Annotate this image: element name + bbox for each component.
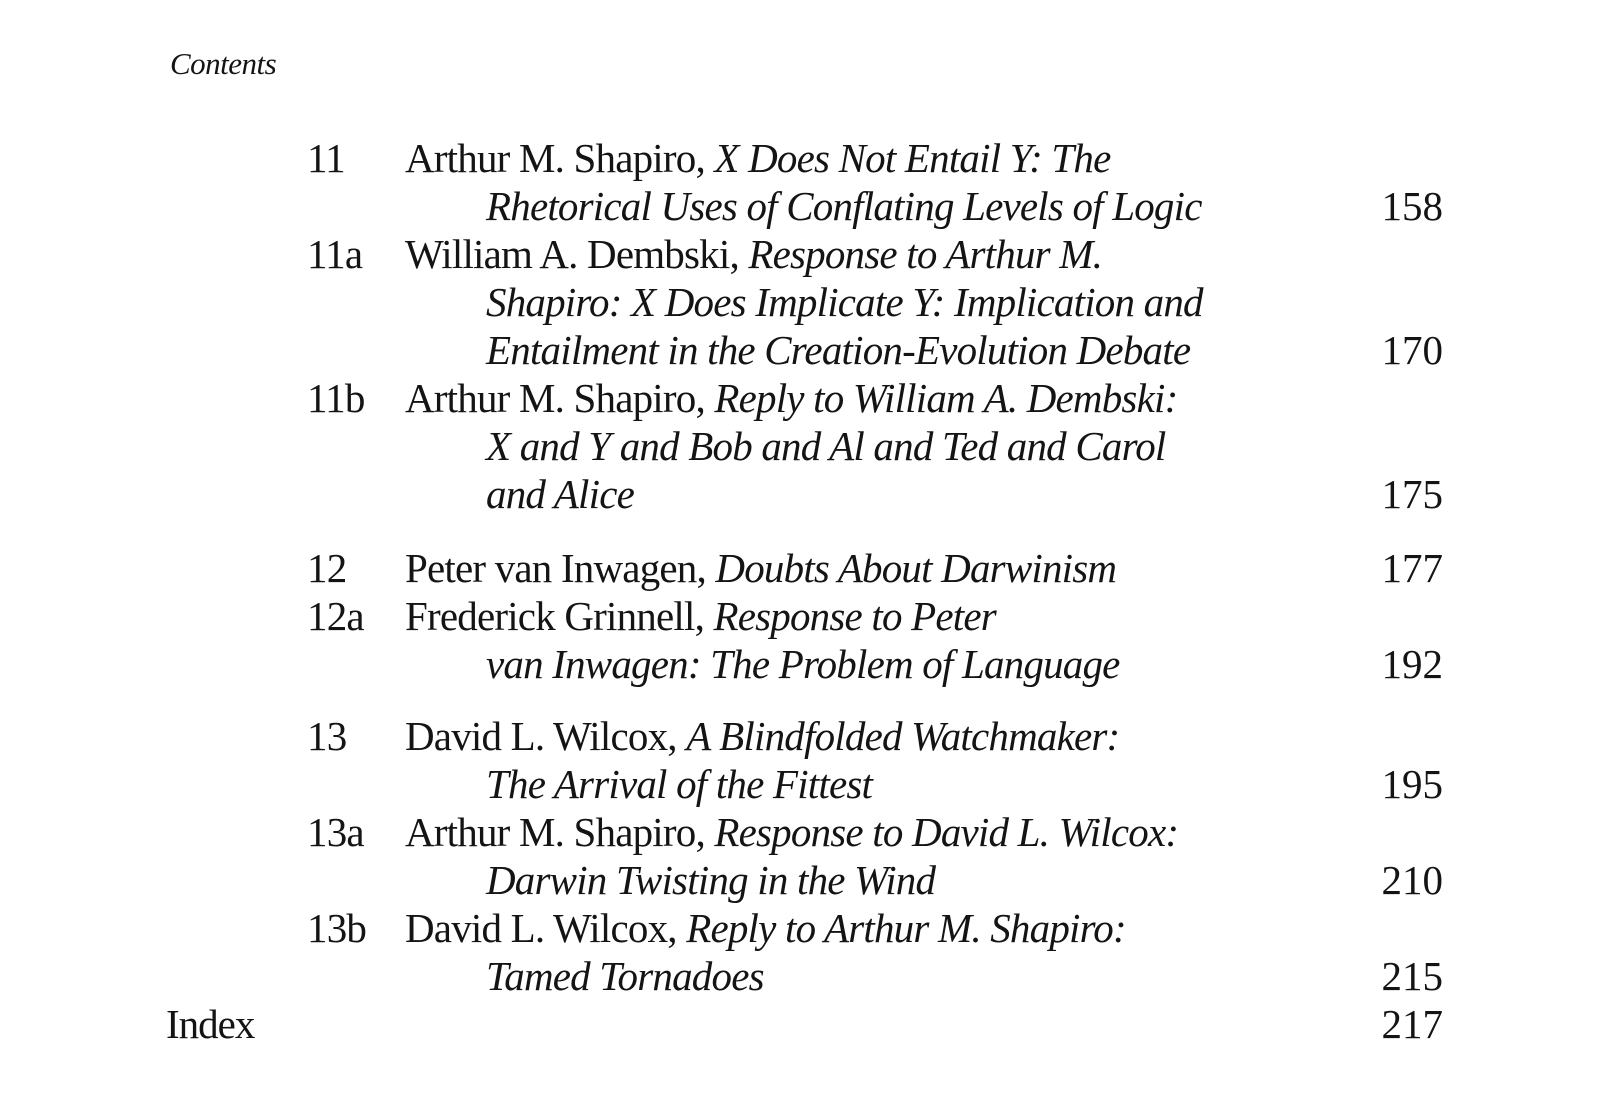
running-head: Contents <box>170 46 277 81</box>
entry-title: Reply to Arthur M. Shapiro: <box>686 905 1126 951</box>
entry-number: 13b <box>307 905 367 951</box>
entry-title-continued: Entailment in the Creation-Evolution Debate <box>486 327 1191 373</box>
entry-title-continued: Shapiro: X Does Implicate Y: Implication and <box>486 279 1203 325</box>
entry-author: Arthur M. Shapiro, <box>405 809 705 855</box>
entry-page-number: 170 <box>1381 327 1443 373</box>
entry-first-line <box>405 544 1116 592</box>
entry-title-continued: Rhetorical Uses of Conflating Levels of Logic <box>486 183 1202 229</box>
entry-page-number: 177 <box>1381 545 1443 591</box>
entry-author: William A. Dembski, <box>405 231 739 277</box>
entry-page-number: 210 <box>1381 857 1443 903</box>
entry-title: X Does Not Entail Y: The <box>714 135 1111 181</box>
entry-title-continued: and Alice <box>486 471 635 517</box>
entry-title: Reply to William A. Dembski: <box>714 375 1178 421</box>
entry-first-line <box>405 134 1110 182</box>
entry-number: 13a <box>307 809 364 855</box>
entry-number: 11b <box>307 375 365 421</box>
entry-author: Arthur M. Shapiro, <box>405 135 705 181</box>
entry-number: 11a <box>307 231 363 277</box>
entry-author: Arthur M. Shapiro, <box>405 375 705 421</box>
entry-title: Response to Peter <box>713 593 996 639</box>
entry-first-line <box>405 230 1102 278</box>
entry-title: A Blindfolded Watchmaker: <box>686 713 1120 759</box>
entry-title-continued: Darwin Twisting in the Wind <box>486 857 936 903</box>
entry-page-number: 195 <box>1381 761 1443 807</box>
entry-first-line <box>405 374 1177 422</box>
entry-page-number: 158 <box>1381 183 1443 229</box>
entry-author: Peter van Inwagen, <box>405 545 706 591</box>
entry-first-line <box>405 592 996 640</box>
entry-author: Frederick Grinnell, <box>405 593 705 639</box>
entry-author: David L. Wilcox, <box>405 905 677 951</box>
entry-title: Response to David L. Wilcox: <box>714 809 1179 855</box>
entry-page-number: 215 <box>1381 953 1443 999</box>
entry-number: 12 <box>307 545 347 591</box>
entry-number: 13 <box>307 713 347 759</box>
entry-title: Doubts About Darwinism <box>715 545 1117 591</box>
entry-page-number: 175 <box>1381 471 1443 517</box>
entry-title-continued: van Inwagen: The Problem of Language <box>486 641 1120 687</box>
index-label: Index <box>166 1001 255 1047</box>
entry-author: David L. Wilcox, <box>405 713 677 759</box>
index-page-number: 217 <box>1381 1001 1443 1047</box>
entry-number: 11 <box>307 135 345 181</box>
entry-page-number: 192 <box>1381 641 1443 687</box>
entry-title-continued: The Arrival of the Fittest <box>486 761 873 807</box>
entry-first-line <box>405 808 1178 856</box>
entry-first-line <box>405 904 1126 952</box>
entry-title-continued: Tamed Tornadoes <box>486 953 764 999</box>
entry-title-continued: X and Y and Bob and Al and Ted and Carol <box>486 423 1166 469</box>
entry-number: 12a <box>307 593 364 639</box>
entry-title: Response to Arthur M. <box>748 231 1103 277</box>
entry-first-line <box>405 712 1119 760</box>
